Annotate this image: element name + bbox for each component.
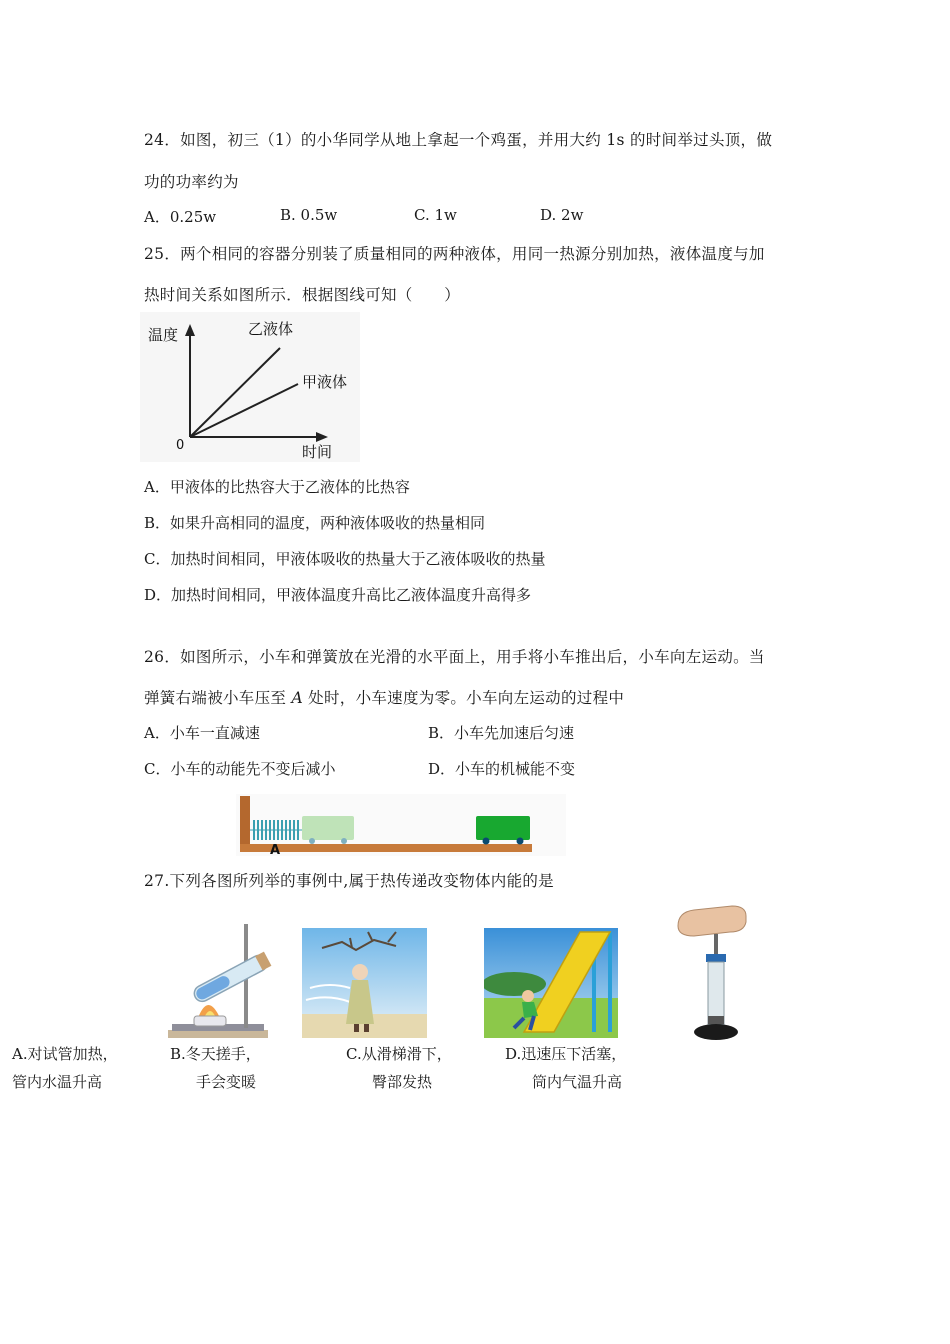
q27-caption-a-line1: A.对试管加热， — [12, 1045, 118, 1063]
q27-text-line1: 27.下列各图所列举的事例中,属于热传递改变物体内能的是 — [144, 872, 554, 890]
q24-option-d: D. 2w — [540, 206, 584, 224]
q24-text-line2: 功的功率约为 — [144, 173, 239, 191]
q24-option-b: B. 0.5w — [280, 206, 338, 224]
q24-option-c: C. 1w — [414, 206, 457, 224]
q26-option-d: D．小车的机械能不变 — [428, 760, 576, 778]
point-a-label: A — [270, 843, 281, 856]
slide-ladder-pole — [608, 932, 612, 1032]
line-yi-label: 乙液体 — [248, 320, 294, 338]
q27-caption-d-line1: D.迅速压下活塞， — [505, 1045, 627, 1063]
temperature-time-graph — [140, 312, 360, 462]
q26-option-c: C．小车的动能先不变后减小 — [144, 760, 336, 778]
glass-cylinder — [708, 962, 724, 1024]
winter-rubbing-hands-image — [302, 928, 427, 1038]
floor — [240, 844, 532, 852]
q25-option-b: B．如果升高相同的温度，两种液体吸收的热量相同 — [144, 514, 486, 532]
cart-wheel — [483, 838, 490, 845]
q24-text-line1: 24．如图，初三（1）的小华同学从地上拿起一个鸡蛋，并用大约 1s 的时间举过头顶，做 — [144, 131, 773, 149]
heating-test-tube-image — [168, 918, 273, 1040]
q25-text-line1: 25．两个相同的容器分别装了质量相同的两种液体，用同一热源分别加热，液体温度与加 — [144, 245, 765, 263]
cart-wheel — [309, 838, 315, 844]
child-head — [522, 990, 534, 1002]
q27-caption-d-line2: 筒内气温升高 — [532, 1073, 623, 1091]
q26-text-line2-part2: 处时，小车速度为零。小车向左运动的过程中 — [302, 689, 625, 707]
origin-label: 0 — [176, 438, 185, 453]
line-jia-label: 甲液体 — [302, 373, 348, 391]
q26-text-line1: 26．如图所示，小车和弹簧放在光滑的水平面上，用手将小车推出后，小车向左运动。当 — [144, 648, 765, 666]
q25-option-d: D．加热时间相同，甲液体温度升高比乙液体温度升高得多 — [144, 586, 532, 604]
q27-caption-b-line1: B.冬天搓手， — [170, 1045, 261, 1063]
x-axis-label: 时间 — [302, 443, 333, 461]
q26-option-b: B．小车先加速后匀速 — [428, 724, 575, 742]
q27-caption-c-line1: C.从滑梯滑下， — [346, 1045, 452, 1063]
cart-wheel — [517, 838, 524, 845]
hand — [678, 906, 746, 936]
alcohol-lamp — [194, 1016, 226, 1026]
sliding-down-slide-image — [484, 928, 618, 1038]
piston-cap — [706, 954, 726, 962]
pressing-piston-image — [668, 904, 750, 1046]
q27-caption-c-line2: 臀部发热 — [372, 1073, 433, 1091]
q24-option-a: A．0.25w — [144, 208, 217, 226]
cart-spring-figure — [236, 794, 566, 856]
cart-wheel — [341, 838, 347, 844]
cylinder-base — [708, 1016, 724, 1024]
q26-text-line2 — [144, 686, 624, 708]
stand-base — [694, 1024, 738, 1040]
person-head — [352, 964, 368, 980]
q25-option-a: A．甲液体的比热容大于乙液体的比热容 — [144, 478, 410, 496]
trees — [484, 972, 546, 996]
wall — [240, 796, 250, 852]
piston-rod — [714, 934, 718, 956]
q27-caption-a-line2: 管内水温升高 — [12, 1073, 103, 1091]
y-axis-label: 温度 — [148, 326, 179, 344]
cart — [476, 816, 530, 840]
q26-option-a: A．小车一直减速 — [144, 724, 260, 742]
q26-text-line2-part1: 弹簧右端被小车压至 — [144, 689, 292, 707]
q25-option-c: C．加热时间相同，甲液体吸收的热量大于乙液体吸收的热量 — [144, 550, 546, 568]
stand-base — [168, 1030, 268, 1038]
cart-compressed-position — [302, 816, 354, 840]
q25-text-line2: 热时间关系如图所示．根据图线可知（ ） — [144, 286, 461, 304]
point-a-italic: A — [291, 689, 303, 707]
q27-caption-b-line2: 手会变暖 — [196, 1073, 257, 1091]
